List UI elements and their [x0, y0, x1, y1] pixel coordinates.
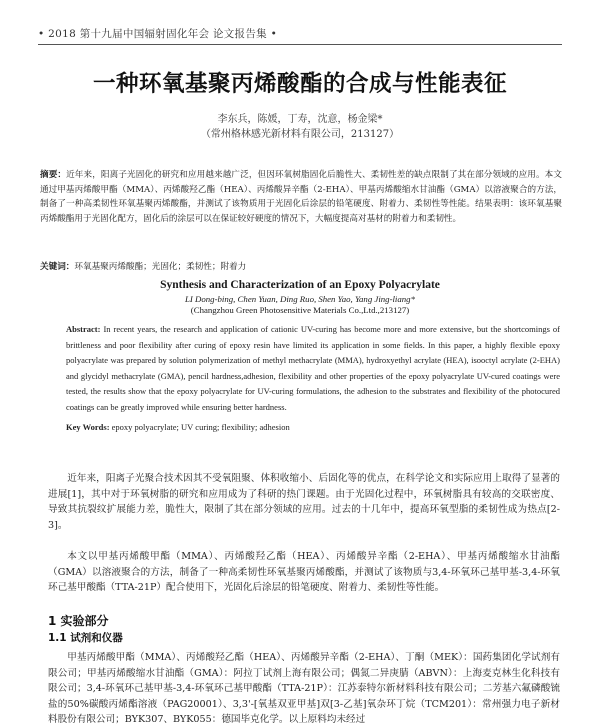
intro-paragraph-1: 近年来，阳离子光聚合技术因其不受氧阻聚、体积收缩小、后固化等的优点，在科学论文和实际应用上取得了显著的进展[1]，其中对于环氧树脂的研究和应用成为了科研的热门课题。由于光固化过程中，环氧树脂具有较高的交联密度、导致其抗裂纹扩展能力差，脆性大，限制了其在部分领域的应用。过去的十几年中，提高环氧型脂的柔韧性成为热点[2-3]。	[48, 473, 560, 531]
running-header: • 2018 第十九届中国辐射固化年会 论文报告集 •	[38, 26, 562, 45]
english-abstract	[66, 322, 560, 416]
english-affiliation: (Changzhou Green Photosensitive Materials Co.,Ltd.,213127)	[190, 305, 410, 315]
paper-title: 一种环氧基聚丙烯酸酯的合成与性能表征	[92, 71, 507, 97]
english-abstract-text: In recent years, the research and application of cationic UV-curing has become more and more extensive, but the shortcomings of brittleness and poor flexibility after curing of epoxy resin have limited its application in some fields. In this paper, a highly flexible epoxy polyacrylate was prepared by solution polymerization of methyl methacrylate (MMA), hydroxyethyl acrylate (HEA), isooctyl acrylate (2-EHA) and glycidyl methacrylate (GMA), pencil hardness,adhesion, flexibility and other properties of the epoxy polyacrylate UV-cured coatings were tested, the results show that the epoxy polyacrylate for UV-curing formulations, the adhesion to the substrates and flexibility of the photocured coatings can be greatly improved while ensuring better hardness.	[66, 324, 560, 412]
english-keywords-text: epoxy polyacrylate; UV curing; flexibility; adhesion	[111, 422, 290, 432]
chinese-abstract	[40, 168, 562, 226]
intro-paragraph-2: 本文以甲基丙烯酸甲酯（MMA）、丙烯酸羟乙酯（HEA）、丙烯酸异辛酯（2-EHA）、甲基丙烯酸缩水甘油酯（GMA）以溶液聚合的方法，制备了一种高柔韧性环氧基聚丙烯酸酯，并测试了该物质与3,4-环氧环己基甲基-3,4-环氧环己基甲酸酯（TTA-21P）配合使用下，光固化后涂层的铅笔硬度、附着力、柔韧性等性能。	[48, 551, 560, 593]
english-keywords-label: Key Words:	[66, 422, 110, 432]
paper-authors: 李东兵，陈媛，丁寿，沈意，杨金梁*	[217, 114, 383, 125]
chinese-abstract-text: 近年来，阳离子光固化的研究和应用越来越广泛，但因环氧树脂固化后脆性大、柔韧性差的缺点限制了其在部分领域的应用。本文通过甲基丙烯酸甲酯（MMA）、丙烯酸羟乙酯（HEA）、丙烯酸异辛酯（2-EHA）、甲基丙烯酸缩水甘油酯（GMA）以溶液聚合的方法，制备了一种高柔韧性环氧基聚丙烯酸酯，并测试了该物质用于光固化后涂层的铅笔硬度、附着力、柔韧性等性能。结果表明：该环氧基聚丙烯酸酯用于光固化配方，固化后的涂层可以在保证较好硬度的情况下，大幅度提高对基材的附着力和柔韧性。	[40, 170, 562, 224]
chinese-keywords-text: 环氧基聚丙烯酸酯；光固化；柔韧性；附着力	[74, 262, 247, 272]
chinese-keywords	[40, 260, 562, 272]
paper-affiliation: （常州格林感光新材料有限公司，213127）	[200, 129, 400, 140]
reagents-paragraph: 甲基丙烯酸甲酯（MMA）、丙烯酸羟乙酯（HEA）、丙烯酸异辛酯（2-EHA）、丁酮（MEK）：国药集团化学试剂有限公司；甲基丙烯酸缩水甘油酯（GMA）：阿拉丁试剂上海有限公司；偶氮二异庚腈（ABVN）：上海麦克林生化科技有限公司；3,4-环氧环己基甲基-3,4-环氧环己基甲酸酯（TTA-21P）：江苏泰特尔新材料科技有限公司；二芳基六氟磷酸锍盐的50%碳酸丙烯酯溶液（PAG20001）、3,3'-[氧基双亚甲基]双[3-乙基]氧杂环丁烷（TCM201）：常州强力电子新材料股份有限公司；BYK307、BYK055：德国毕克化学。以上原料均未经过	[48, 652, 560, 724]
section-heading-experimental: 1 实验部分	[48, 614, 109, 628]
english-keywords	[66, 422, 560, 432]
subsection-heading-reagents: 1.1 试剂和仪器	[48, 632, 123, 644]
chinese-abstract-label: 摘要：	[40, 170, 67, 180]
english-title: Synthesis and Characterization of an Epoxy Polyacrylate	[160, 279, 440, 291]
chinese-keywords-label: 关键词：	[40, 262, 75, 272]
english-abstract-label: Abstract:	[66, 324, 101, 334]
english-authors: LI Dong-bing, Chen Yuan, Ding Ruo, Shen Yao, Yang Jing-liang*	[185, 294, 415, 304]
